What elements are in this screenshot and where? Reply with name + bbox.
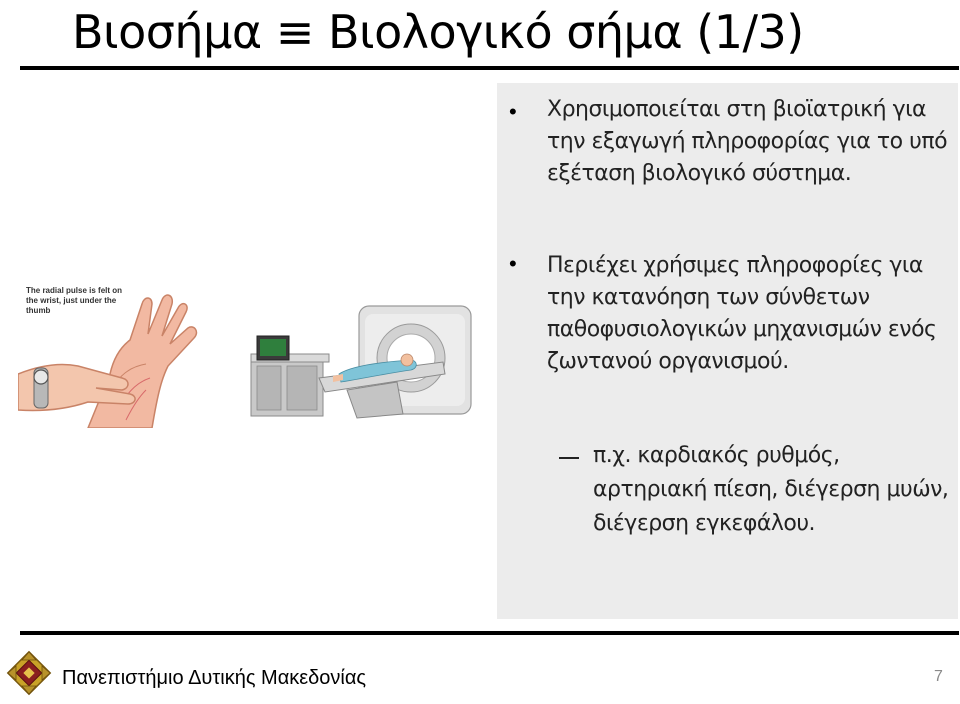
footer-institution: Πανεπιστήμιο Δυτικής Μακεδονίας	[62, 667, 367, 689]
ct-scanner-image	[247, 296, 479, 424]
bullet-marker: •	[509, 99, 517, 124]
bullet-text-2: Περιέχει χρήσιμες πληροφορίες για την κατανόηση των σύνθετων παθοφυσιολογικών μηχανισμών ενός ζωντανού οργανισμού.	[547, 253, 937, 374]
sub-bullet-dash	[559, 457, 579, 459]
bullet-marker: •	[509, 251, 517, 276]
radial-pulse-image	[18, 282, 200, 428]
radial-pulse-caption: The radial pulse is felt on the wrist, just under the thumb	[26, 286, 123, 315]
page-number: 7	[934, 668, 943, 685]
bullet-text-1: Χρησιμοποιείται στη βιοϊατρική για την εξαγωγή πληροφορίας για το υπό εξέταση βιολογικό σύστημα.	[547, 97, 948, 186]
university-logo-icon	[4, 648, 54, 698]
content-panel	[497, 83, 958, 619]
title-divider	[20, 66, 959, 70]
sub-bullet-text: π.χ. καρδιακός ρυθμός, αρτηριακή πίεση, διέγερση μυών, διέγερση εγκεφάλου.	[593, 443, 949, 536]
footer-divider	[20, 631, 959, 635]
slide-title: Βιοσήμα ≡ Βιολογικό σήμα (1/3)	[72, 5, 804, 59]
